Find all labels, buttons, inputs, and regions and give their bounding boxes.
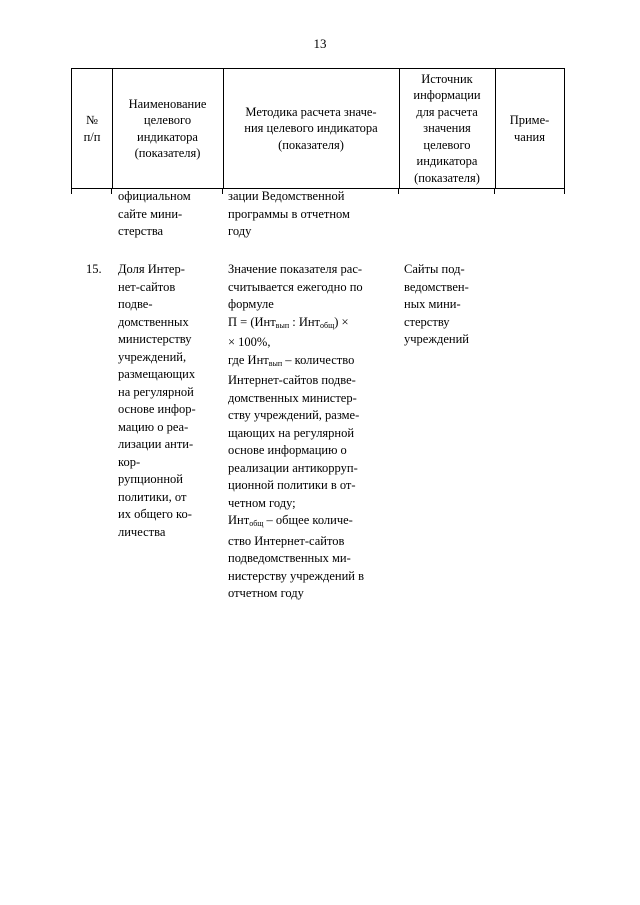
- header-number: № п/п: [83, 113, 101, 144]
- column-border: [111, 188, 112, 194]
- method-line: формуле: [228, 297, 274, 311]
- where-part: где Инт: [228, 352, 269, 367]
- header-divider: [495, 69, 496, 188]
- method-paragraph: ство Интернет-сайтов подведомственных ми- нистерству учреждений в отчетном году: [228, 533, 365, 600]
- indicator-table: [71, 68, 565, 189]
- column-border: [564, 188, 565, 194]
- subscript-vyp: вып: [275, 320, 290, 330]
- continued-indicator-name: официальном сайте мини- стерства: [118, 189, 191, 238]
- row-indicator-name: Доля Интер- нет-сайтов подве- домственных министерству учреждений, размещающих на регулярной основе инфор- мацию о реа- лизации анти- кор- рупционной политики, от их общего ко- личества: [118, 262, 196, 539]
- subscript-vyp: вып: [268, 358, 283, 368]
- method-paragraph: Интернет-сайтов подве- домственных министер- ству учреждений, разме- щающих на регулярной основе информацию о реализации антикорруп- ционной политики в от- четном году;: [228, 373, 360, 510]
- header-source: Источник информации для расчета значения целевого индикатора (показателя): [413, 71, 481, 185]
- page-number: 13: [313, 36, 327, 51]
- subscript-obsh: общ: [320, 320, 335, 330]
- column-border: [494, 188, 495, 194]
- subscript-obsh: общ: [249, 519, 264, 528]
- header-method: Методика расчета значе- ния целевого индикатора (показателя): [244, 104, 378, 152]
- column-border: [71, 188, 72, 194]
- int-part: – общее количе-: [263, 513, 353, 527]
- column-border: [398, 188, 399, 194]
- header-notes: Приме- чания: [509, 113, 550, 144]
- where-part: – количество: [282, 352, 355, 367]
- header-divider: [399, 69, 400, 188]
- method-int-total: [228, 512, 400, 533]
- formula-part: ) ×: [334, 314, 349, 329]
- method-formula: [228, 314, 400, 335]
- method-line: × 100%,: [228, 335, 271, 349]
- formula-part: : Инт: [289, 314, 321, 329]
- continued-method: зации Ведомственной программы в отчетном году: [228, 189, 350, 238]
- header-divider: [223, 69, 224, 188]
- method-line: считывается ежегодно по: [228, 279, 363, 294]
- header-divider: [112, 69, 113, 188]
- header-indicator-name: Наименование целевого индикатора (показателя): [128, 96, 207, 160]
- int-part: Инт: [228, 513, 250, 527]
- row-number: 15.: [86, 262, 102, 276]
- row-method: [228, 261, 400, 603]
- row-source: Сайты под- ведомствен- ных мини- стерству учреждений: [404, 262, 469, 346]
- formula-part: П = (Инт: [228, 314, 276, 329]
- method-where: [228, 352, 400, 373]
- table-header: [71, 68, 565, 189]
- method-line: Значение показателя рас-: [228, 262, 363, 276]
